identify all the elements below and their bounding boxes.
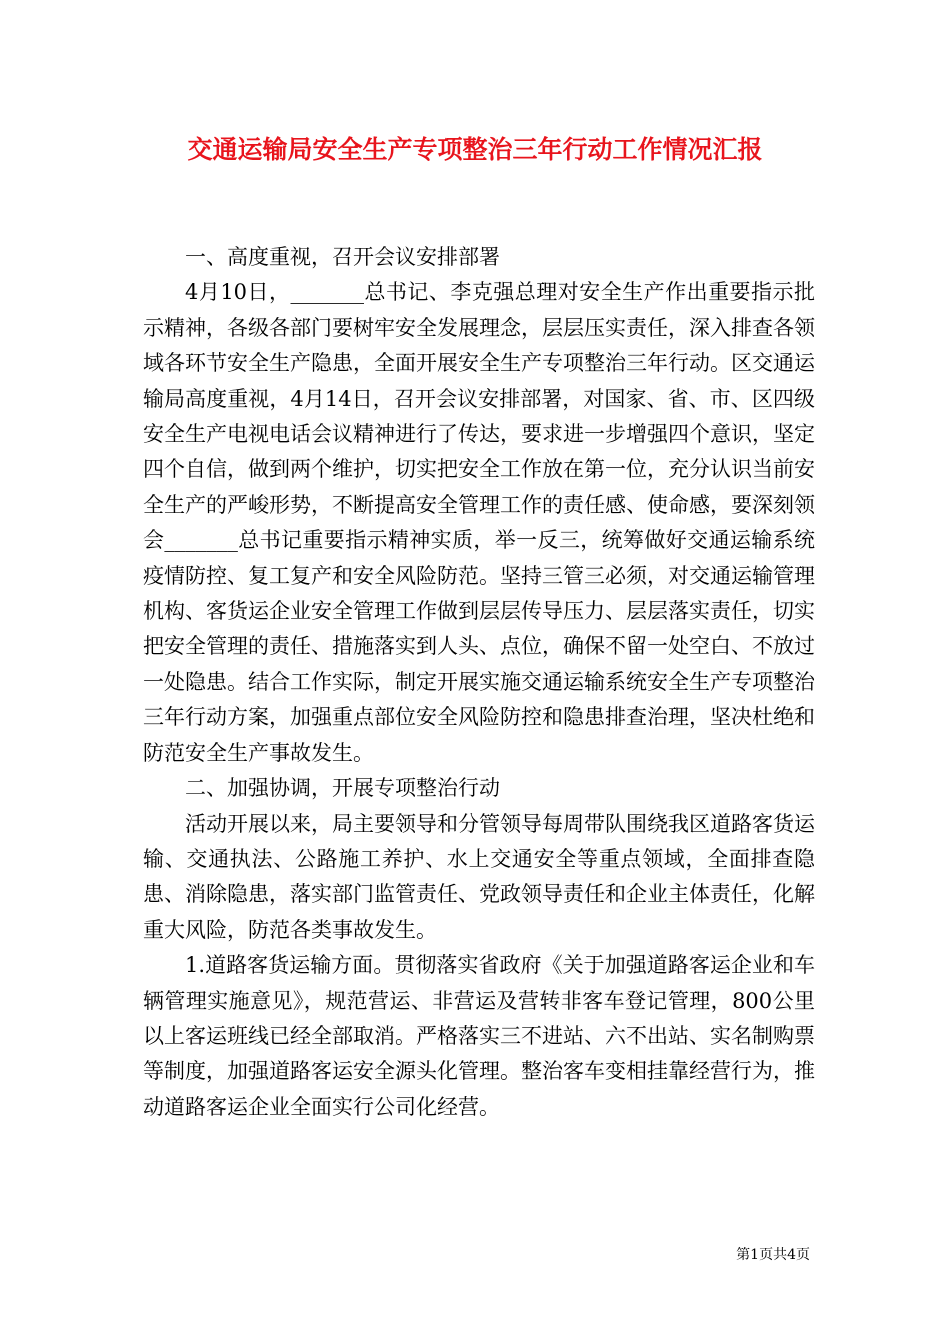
page-footer: [700, 1246, 810, 1264]
document-body: [143, 240, 815, 1125]
document-title: 交通运输局安全生产专项整治三年行动工作情况汇报: [187, 135, 763, 164]
section-heading-2: 二、加强协调，开展专项整治行动: [185, 776, 500, 801]
section-1-paragraph-1: 4月10日，_______总书记、李克强总理对安全生产作出重要指示批示精神，各级各部门要树牢安全发展理念，层层压实责任，深入排查各领域各环节安全生产隐患，全面开展安全生产专项整治三年行动。区交通运输局高度重视，4月14日，召开会议安排部署，对国家、省、市、区四级安全生产电视电话会议精神进行了传达，要求进一步增强四个意识，坚定四个自信，做到两个维护，切实把安全工作放在第一位，充分认识当前安全生产的严峻形势，不断提高安全管理工作的责任感、使命感，要深刻领会_______总书记重要指示精神实质，举一反三，统筹做好交通运输系统疫情防控、复工复产和安全风险防范。坚持三管三必须，对交通运输管理机构、客货运企业安全管理工作做到层层传导压力、层层落实责任，切实把安全管理的责任、措施落实到人头、点位，确保不留一处空白、不放过一处隐患。结合工作实际，制定开展实施交通运输系统安全生产专项整治三年行动方案，加强重点部位安全风险防控和隐患排查治理，坚决杜绝和防范安全生产事故发生。: [143, 280, 815, 765]
section-heading-1: 一、高度重视，召开会议安排部署: [185, 245, 500, 269]
page-number: 第1页共4页: [736, 1247, 810, 1263]
section-2-paragraph-1: 活动开展以来，局主要领导和分管领导每周带队围绕我区道路客货运输、交通执法、公路施工养护、水上交通安全等重点领域，全面排查隐患、消除隐患，落实部门监管责任、党政领导责任和企业主体责任，化解重大风险，防范各类事故发生。: [143, 811, 815, 942]
section-2-paragraph-2: 1.道路客货运输方面。贯彻落实省政府《关于加强道路客运企业和车辆管理实施意见》，规范营运、非营运及营转非客车登记管理，800公里以上客运班线已经全部取消。严格落实三不进站、六不出站、实名制购票等制度，加强道路客运安全源头化管理。整治客车变相挂靠经营行为，推动道路客运企业全面实行公司化经营。: [143, 953, 815, 1119]
